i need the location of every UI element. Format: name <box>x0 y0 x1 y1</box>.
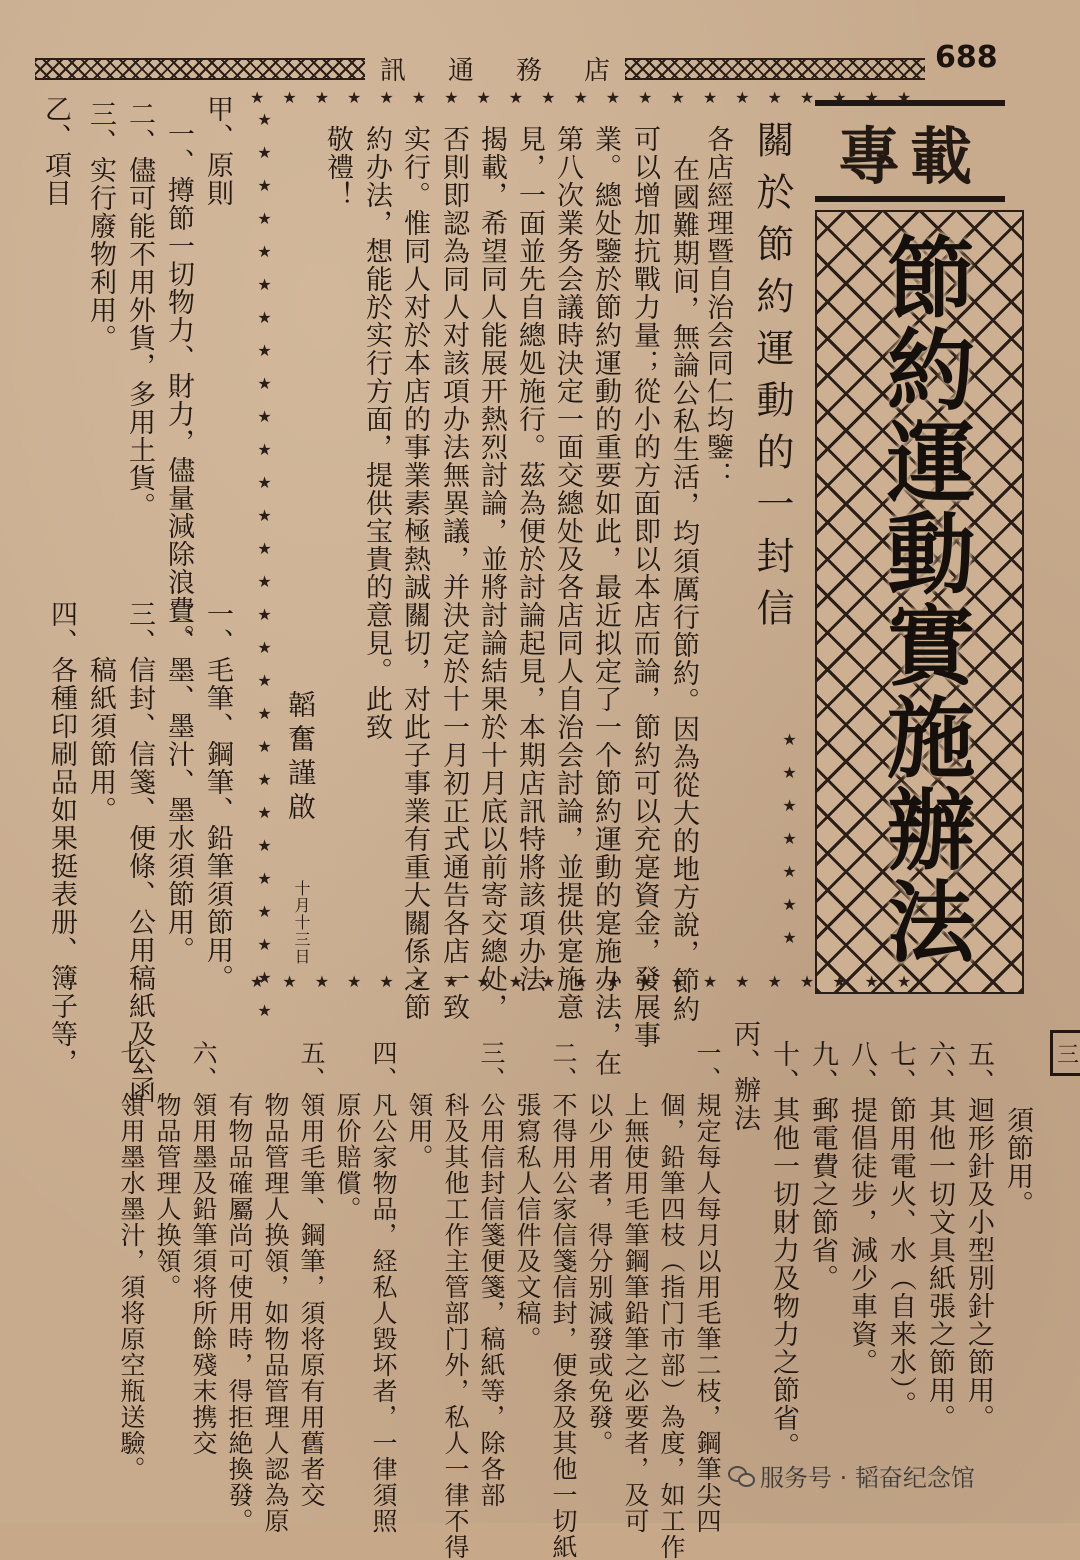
letter-body-line: 实行。惟同人对於本店的事業素極熱誠關切，对此子事業有重大關係之節 <box>399 125 430 1021</box>
method-item: 四、凡公家物品，経私人毀坏者，一律須照 <box>369 1040 398 1534</box>
letter-body-line: 可以增加抗戰力量；從小的方面即以本店而論，節約可以充寔資金，發展事 <box>629 125 660 1049</box>
item-entry: 稿紙須節用。 <box>85 600 116 824</box>
method-item: 上無使用毛筆鋼筆鉛筆之必要者，及可 <box>621 1040 650 1534</box>
method-item: 張寫私人信件及文稿。 <box>513 1040 542 1352</box>
item-entry: 五、迴形針及小型別針之節用。 <box>963 1040 994 1432</box>
method-item: 三、公用信封信箋便箋，稿紙等，除各部 <box>477 1040 506 1508</box>
header-char: 務 <box>515 55 542 86</box>
running-header <box>380 50 610 86</box>
star-border-right: ★★★★★★★ <box>780 730 799 961</box>
letter-date: 十月十三日 <box>292 880 311 965</box>
item-entry: 二、墨、墨汁、墨水須節用。 <box>163 600 194 964</box>
item-entry: 七、節用電火、水（自来水）。 <box>885 1040 916 1419</box>
star-border-top: ★★★★★★★★★★★★★★★★★★★★★ <box>250 88 930 107</box>
header-ornament-left <box>35 58 365 80</box>
side-tab: 三 <box>1050 1030 1080 1076</box>
method-item: 個，鉛筆四枝（指门市部）為度，如工作 <box>657 1040 686 1560</box>
item-entry: 一、毛筆、鋼筆、鉛筆須節用。 <box>202 600 233 992</box>
letter-title: 關於節約運動的一封信 <box>750 120 794 640</box>
methods-heading: 丙、辦法 <box>729 1020 760 1132</box>
method-item: 物品管理人换領，如物品管理人認為原 <box>261 1040 290 1534</box>
watermark <box>728 1458 975 1493</box>
chat-bubble-icon <box>728 1466 754 1486</box>
letter-body-line: 在國難期间，無論公私生活，均須厲行節約。因為從大的地方說，節約 <box>668 155 699 1023</box>
feature-title: 節約運動實施辦法 <box>873 232 977 968</box>
letter-closing: 敬禮！ <box>322 125 353 209</box>
method-item: 六、領用墨及鉛筆須将所餘殘末携交 <box>189 1040 218 1456</box>
item-entry: 須節用。 <box>1002 1050 1033 1218</box>
letter-body-line: 業。總处鑒於節約運動的重要如此，最近拟定了一个節約運動的寔施办法，在 <box>590 125 621 1077</box>
star-border-left: ★★★★★★★★★★★★★★★★★★★★★★★★★★★★ <box>255 110 274 1034</box>
letter-signature: 韜奮謹啟 <box>284 690 317 826</box>
method-item: 科及其他工作主管部门外，私人一律不得 <box>441 1040 470 1560</box>
item-entry: 八、提倡徒步，減少車資。 <box>846 1040 877 1376</box>
method-item: 以少用者，得分别減發或免發。 <box>585 1040 614 1456</box>
principle-item: 二、儘可能不用外貨，多用土貨。 <box>124 100 155 520</box>
star-border-bottom: ★★★★★★★★★★★★★★★★★★★★★ <box>250 972 930 991</box>
letter-salutation: 各店經理暨自治会同仁均鑒： <box>702 125 733 489</box>
item-entry: 六、其他一切文具紙張之節用。 <box>924 1040 955 1432</box>
method-item: 二、不得用公家信箋信封，便条及其他一切紙 <box>549 1040 578 1560</box>
method-item: 原价賠償。 <box>333 1040 362 1222</box>
letter-body-line: 見，一面並先自總処施行。茲為便於討論起見，本期店訊特將該項办法 <box>514 125 545 993</box>
page-number: 688 <box>935 40 998 75</box>
principle-item: 一、撙節一切物力、財力，儘量減除浪費。 <box>163 120 194 652</box>
method-item: 物品管理人换領。 <box>153 1040 182 1300</box>
letter-body-line: 約办法，想能於实行方面，提供宝貴的意見。此致 <box>361 125 392 741</box>
header-char: 通 <box>447 55 474 86</box>
principle-item: 三、实行廢物利用。 <box>85 100 116 352</box>
item-entry: 十、其他一切財力及物力之節省。 <box>768 1040 799 1460</box>
letter-body-line: 否則即認為同人对該項办法無異議，并決定於十一月初正式通告各店一致 <box>438 125 469 1021</box>
item-entry: 三、信封、信箋、便條、公用稿紙及公函 <box>124 600 155 1104</box>
method-item: 七、領用墨水墨汁，須将原空瓶送驗。 <box>117 1040 146 1482</box>
letter-body-line: 第八次業务会議時決定一面交總处及各店同人自治会討論，並提供寔施意 <box>552 125 583 1021</box>
items-heading: 乙、項目 <box>40 95 71 207</box>
method-item: 領用。 <box>405 1040 434 1170</box>
method-item: 有物品確屬尚可使用時，得拒絶換發。 <box>225 1040 254 1534</box>
header-ornament-right <box>625 58 925 80</box>
letter-body-line: 揭載，希望同人能展开熱烈討論，並將討論結果於十月底以前寄交總处， <box>476 125 507 1021</box>
item-entry: 四、各種印刷品如果挺表册、簿子等， <box>46 600 77 1076</box>
method-item: 五、領用毛筆、鋼筆，須将原有用舊者交 <box>297 1040 326 1508</box>
watermark-text: 服务号 · 韬奋纪念馆 <box>760 1464 975 1492</box>
method-item: 一、規定每人每月以用毛筆二枝，鋼筆尖四 <box>693 1040 722 1534</box>
item-entry: 九、郵電費之節省。 <box>807 1040 838 1292</box>
header-char: 店 <box>583 55 610 86</box>
special-feature-label: 專載 <box>815 100 1005 202</box>
principles-heading: 甲、原則 <box>202 95 233 207</box>
header-char: 訊 <box>380 55 407 86</box>
